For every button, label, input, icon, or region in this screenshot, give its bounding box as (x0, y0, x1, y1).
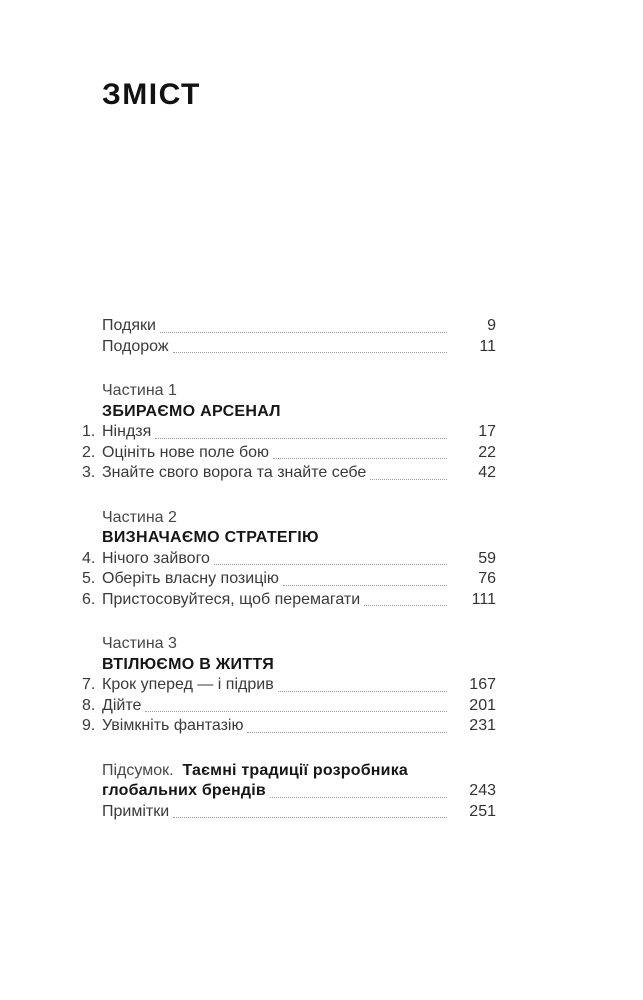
entry-label: Примітки (102, 802, 170, 820)
toc-entry (82, 716, 496, 737)
toc-entry (82, 675, 496, 696)
chapter-number: 3. (82, 464, 96, 481)
dot-leader (160, 332, 447, 333)
toc-entry (82, 337, 496, 358)
entry-page-number: 76 (478, 570, 496, 587)
part-title: ВИЗНАЧАЄМО СТРАТЕГІЮ (102, 529, 319, 546)
part-label: Частина 1 (102, 382, 177, 399)
entry-page-number: 22 (478, 443, 496, 461)
chapter-number: 2. (82, 443, 96, 461)
dot-leader (247, 732, 447, 733)
entry-label: Крок уперед — і підрив (102, 676, 274, 693)
entry-label: Оберіть власну позицію (102, 570, 279, 587)
toc-entry (82, 422, 496, 443)
dot-leader (173, 817, 447, 818)
part-title: ВТІЛЮЄМО В ЖИТТЯ (102, 655, 275, 673)
entry-label: Знайте свого ворога та знайте себе (102, 464, 367, 481)
part-label: Частина 3 (102, 635, 177, 652)
entry-label: Дійте (102, 696, 142, 714)
chapter-number: 1. (82, 423, 96, 440)
entry-label: Увімкніть фантазію (102, 717, 244, 734)
toc-entry (82, 316, 496, 337)
entry-page-number: 111 (471, 590, 496, 608)
dot-leader (364, 605, 447, 606)
entry-page-number: 59 (478, 549, 496, 567)
entry-page-number: 201 (469, 696, 496, 714)
chapter-number: 6. (82, 590, 96, 608)
entry-page-number: 17 (478, 423, 496, 440)
toc-entry (82, 802, 496, 823)
entry-label: Ніндзя (102, 423, 152, 440)
dot-leader (173, 352, 447, 353)
toc-entry (82, 443, 496, 464)
dot-leader (270, 797, 447, 798)
summary-entry-line-2 (82, 781, 496, 802)
page-title: ЗМІСТ (102, 78, 201, 111)
toc-entry (82, 463, 496, 484)
chapter-number: 9. (82, 717, 96, 734)
entry-label: Оцініть нове поле бою (102, 443, 270, 461)
entry-page-number: 243 (469, 782, 496, 799)
entry-label: Подорож (102, 337, 169, 355)
part-section-1 (82, 381, 496, 484)
entry-page-number: 231 (469, 717, 496, 734)
toc-entry (82, 569, 496, 590)
entry-page-number: 251 (469, 802, 496, 820)
toc-entry (82, 696, 496, 717)
part-section-3 (82, 634, 496, 737)
entry-page-number: 11 (479, 337, 496, 355)
summary-prefix: Підсумок. (102, 761, 178, 779)
part-section-2 (82, 508, 496, 611)
dot-leader (278, 691, 447, 692)
dot-leader (214, 564, 447, 565)
chapter-number: 4. (82, 549, 96, 567)
part-label: Частина 2 (102, 508, 177, 526)
dot-leader (273, 458, 447, 459)
entry-label: Подяки (102, 317, 156, 334)
entry-page-number: 167 (469, 676, 496, 693)
entry-page-number: 9 (487, 317, 496, 334)
dot-leader (283, 585, 447, 586)
dot-leader (155, 438, 447, 439)
entry-label: Нічого зайвого (102, 549, 210, 567)
dot-leader (370, 479, 447, 480)
summary-title-line-2: глобальних брендів (102, 782, 266, 799)
summary-title-line-1: Таємні традиції розробника (182, 761, 409, 779)
chapter-number: 7. (82, 676, 96, 693)
chapter-number: 8. (82, 696, 96, 714)
dot-leader (145, 711, 447, 712)
entry-page-number: 42 (478, 464, 496, 481)
entry-label: Пристосовуйтеся, щоб перемагати (102, 590, 361, 608)
chapter-number: 5. (82, 570, 96, 587)
toc-entry (82, 590, 496, 611)
front-matter-list (82, 316, 496, 357)
back-matter (82, 761, 496, 823)
summary-entry-line-1 (82, 761, 496, 782)
part-title: ЗБИРАЄМО АРСЕНАЛ (102, 402, 281, 420)
toc-entry (82, 549, 496, 570)
toc-content (82, 78, 496, 822)
